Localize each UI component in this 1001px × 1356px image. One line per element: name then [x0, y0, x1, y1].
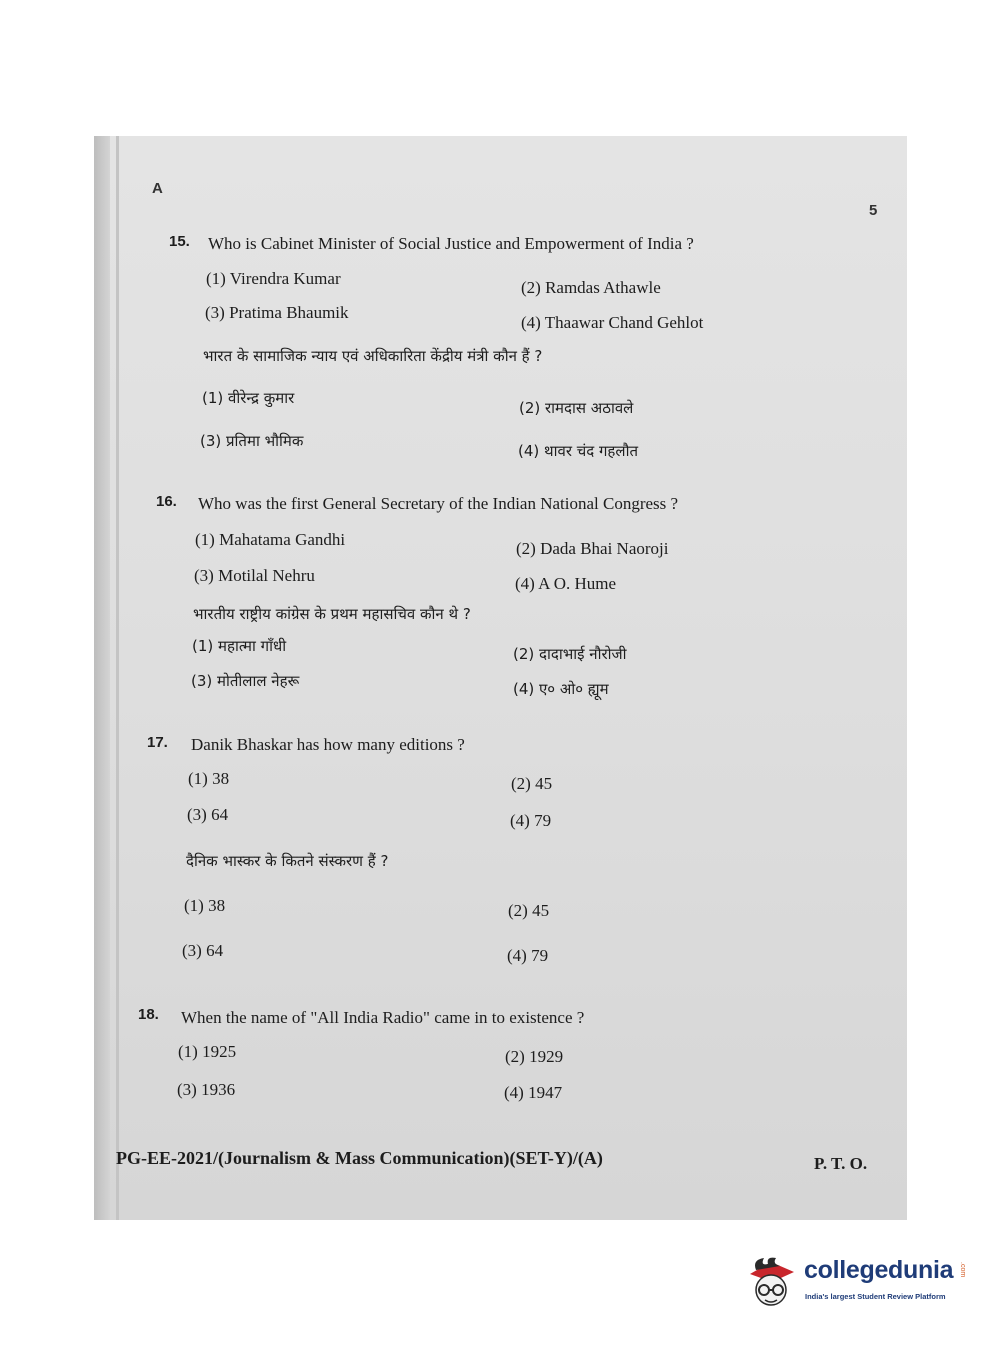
question-15-text: Who is Cabinet Minister of Social Justice and Empowerment of India ?: [208, 234, 694, 253]
question-15-option-4-hindi: (4) थावर चंद गहलौत: [518, 442, 639, 460]
question-16-option-4-hindi: (4) ए० ओ० ह्यूम: [513, 680, 609, 698]
question-18-option-1: (1) 1925: [178, 1042, 237, 1061]
question-15-option-2-hindi: (2) रामदास अठावले: [519, 399, 634, 417]
question-17-text-hindi: दैनिक भास्कर के कितने संस्करण हैं ?: [186, 852, 389, 870]
page-number: 5: [869, 202, 878, 219]
set-letter: A: [152, 180, 163, 197]
brand-tagline: India's largest Student Review Platform: [805, 1292, 946, 1301]
footer-pto: P. T. O.: [814, 1154, 868, 1173]
question-15-option-4: (4) Thaawar Chand Gehlot: [521, 313, 704, 332]
question-18-number: 18.: [138, 1006, 159, 1023]
question-17-text: Danik Bhaskar has how many editions ?: [191, 735, 465, 754]
question-18-option-2: (2) 1929: [505, 1047, 564, 1066]
question-16-option-1: (1) Mahatama Gandhi: [195, 530, 346, 549]
brand-domain-suffix: .com: [959, 1262, 966, 1278]
question-17-option-3-hindi: (3) 64: [182, 941, 224, 960]
question-16-option-1-hindi: (1) महात्मा गाँधी: [192, 637, 287, 655]
brand-name: collegedunia: [804, 1256, 954, 1284]
collegedunia-logo: [742, 1248, 972, 1318]
question-15-option-1-hindi: (1) वीरेन्द्र कुमार: [202, 389, 295, 407]
question-17-option-1: (1) 38: [188, 769, 230, 788]
question-15-option-3-hindi: (3) प्रतिमा भौमिक: [200, 432, 304, 450]
question-16-number: 16.: [156, 493, 177, 510]
question-16-option-2-hindi: (2) दादाभाई नौरोजी: [513, 645, 627, 663]
question-18-option-3: (3) 1936: [177, 1080, 236, 1099]
question-17-option-4-hindi: (4) 79: [507, 946, 549, 965]
question-16-option-4: (4) A O. Hume: [515, 574, 617, 593]
question-17-number: 17.: [147, 734, 168, 751]
question-17-option-4: (4) 79: [510, 811, 552, 830]
question-16-option-2: (2) Dada Bhai Naoroji: [516, 539, 669, 558]
question-18-option-4: (4) 1947: [504, 1083, 563, 1102]
booklet-spine: [94, 136, 110, 1220]
question-16-text: Who was the first General Secretary of the Indian National Congress ?: [198, 494, 679, 513]
question-18-text: When the name of "All India Radio" came in to existence ?: [181, 1008, 585, 1027]
question-17-option-3: (3) 64: [187, 805, 229, 824]
question-16-option-3: (3) Motilal Nehru: [194, 566, 315, 585]
question-15-number: 15.: [169, 233, 190, 250]
collegedunia-mascot-icon: [742, 1252, 800, 1310]
question-16-text-hindi: भारतीय राष्ट्रीय कांग्रेस के प्रथम महासचिव कौन थे ?: [193, 605, 471, 623]
exam-page-photo: [94, 136, 907, 1220]
question-15-option-1: (1) Virendra Kumar: [206, 269, 341, 288]
question-16-option-3-hindi: (3) मोतीलाल नेहरू: [191, 672, 300, 690]
question-15-option-3: (3) Pratima Bhaumik: [205, 303, 349, 322]
question-15-option-2: (2) Ramdas Athawle: [521, 278, 661, 297]
question-17-option-2: (2) 45: [511, 774, 553, 793]
question-17-option-2-hindi: (2) 45: [508, 901, 550, 920]
footer-paper-code: PG-EE-2021/(Journalism & Mass Communication)(SET-Y)/(A): [116, 1148, 603, 1168]
question-15-text-hindi: भारत के सामाजिक न्याय एवं अधिकारिता केंद्रीय मंत्री कौन हैं ?: [203, 347, 543, 365]
question-17-option-1-hindi: (1) 38: [184, 896, 226, 915]
booklet-spine-edge: [116, 136, 119, 1220]
